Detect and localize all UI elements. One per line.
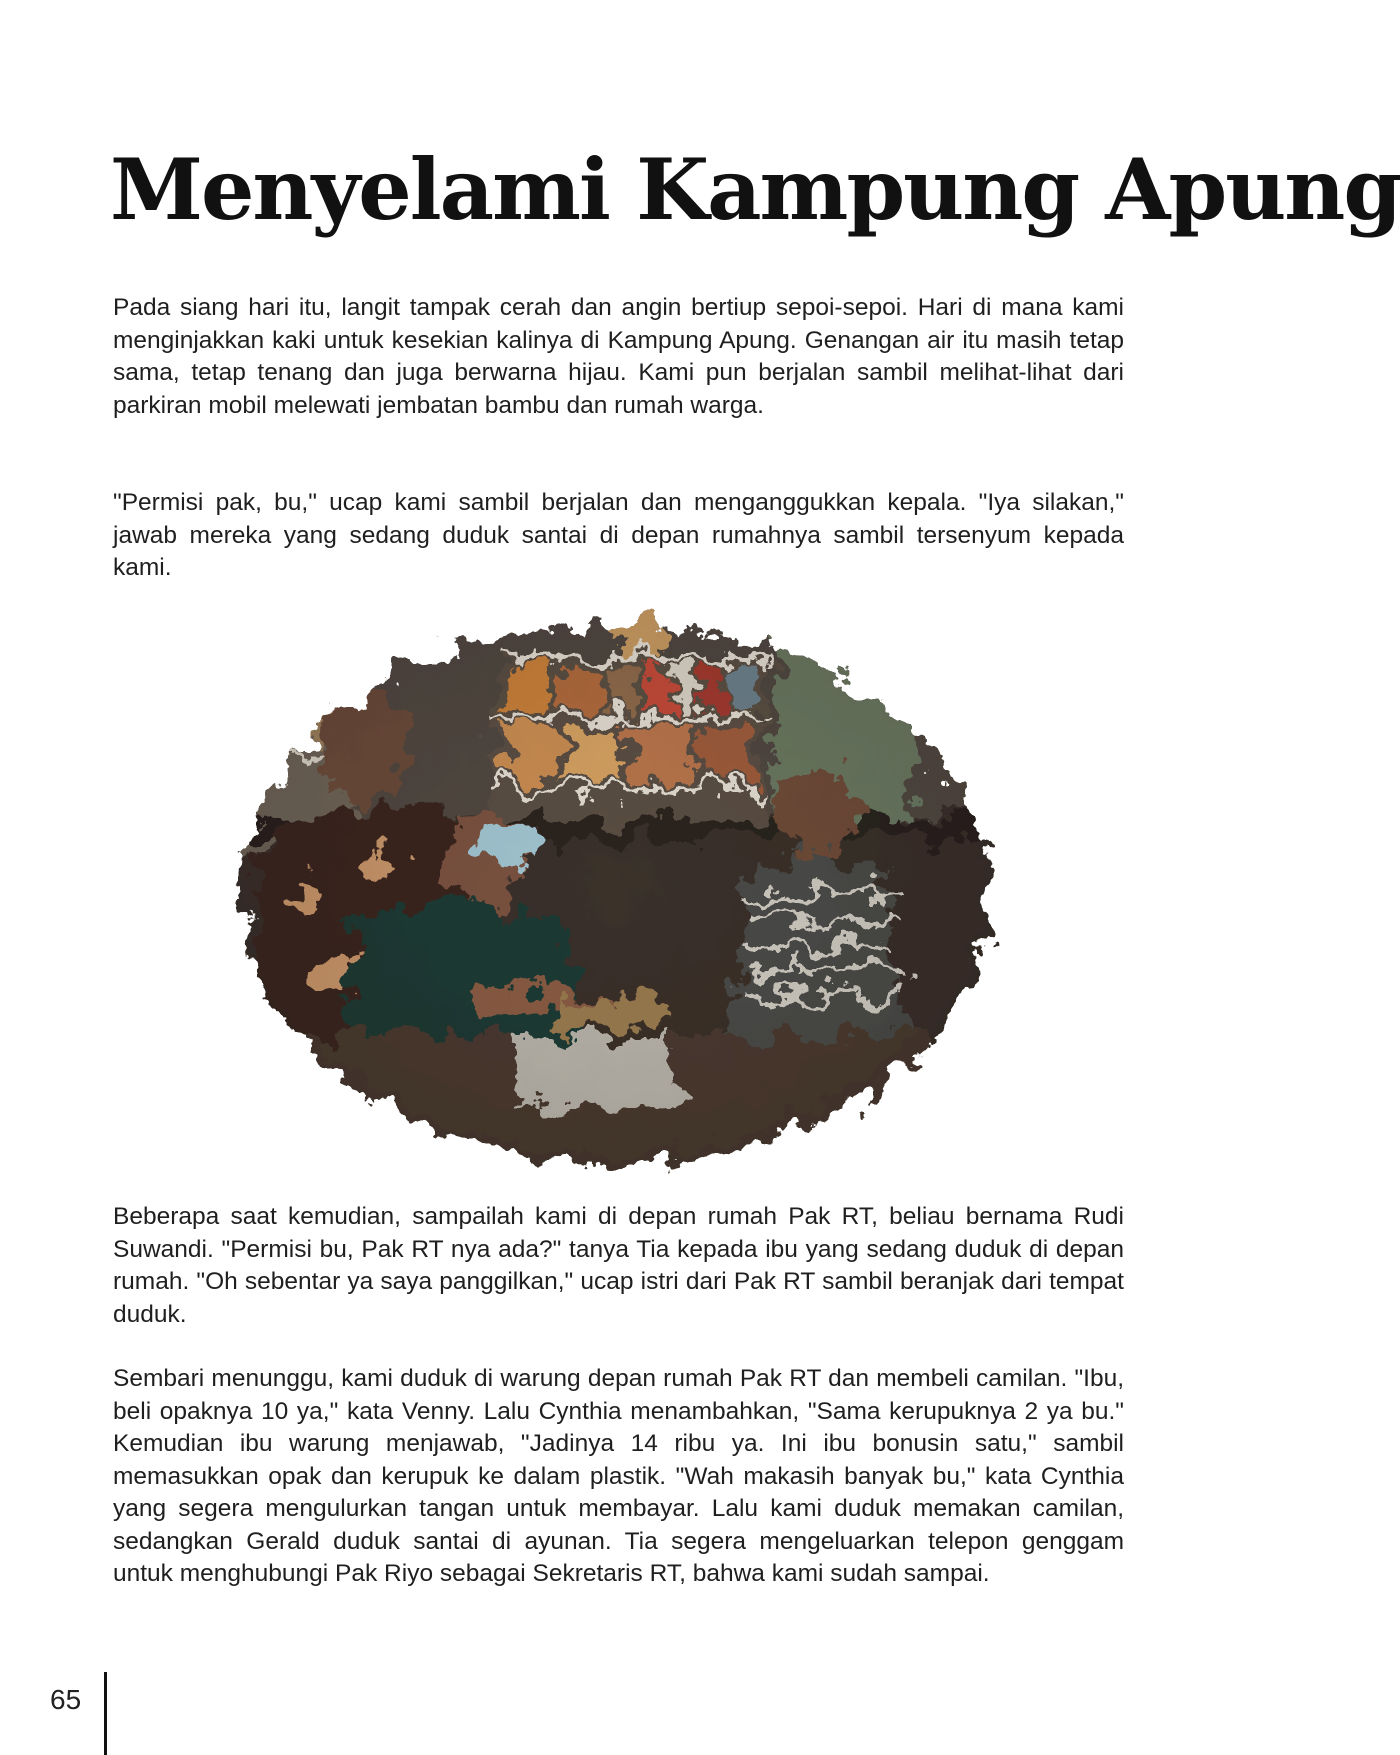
paragraph-warung: Sembari menunggu, kami duduk di warung depan rumah Pak RT dan membeli camilan. "Ibu, beli opaknya 10 ya," kata Venny. Lalu Cynthia menambahkan, "Sama kerupuknya 2 ya bu." Kemudian ibu warung menjawab, "Jadinya 14 ribu ya. Ini ibu bonusin satu," sambil memasukkan opak dan kerupuk ke dalam plastik. "Wah makasih banyak bu," kata Cynthia yang segera mengulurkan tangan untuk membayar. Lalu kami duduk memakan camilan, sedangkan Gerald duduk santai di ayunan. Tia segera mengeluarkan telepon genggam untuk menghubungi Pak Riyo sebagai Sekretaris RT, bahwa kami sudah sampai. [113,1365,1124,1587]
page-number: 65 [50,1684,82,1715]
warung-photo [175,565,1055,1205]
paragraph-greeting: "Permisi pak, bu," ucap kami sambil berjalan dan menganggukkan kepala. "Iya silakan," jawab mereka yang sedang duduk santai di depan rumahnya sambil tersenyum kepada kami. [113,489,1124,581]
article-title: Menyelami Kampung Apung [110,140,1400,239]
paragraph-intro: Pada siang hari itu, langit tampak cerah dan angin bertiup sepoi-sepoi. Hari di mana kami menginjakkan kaki untuk kesekian kalinya di Kampung Apung. Genangan air itu masih tetap sama, tetap tenang dan juga berwarna hijau. Kami pun berjalan sambil melihat-lihat dari parkiran mobil melewati jembatan bambu dan rumah warga. [113,294,1124,419]
paragraph-pak-rt: Beberapa saat kemudian, sampailah kami di depan rumah Pak RT, beliau bernama Rudi Suwandi. "Permisi bu, Pak RT nya ada?" tanya Tia kepada ibu yang sedang duduk di depan rumah. "Oh sebentar ya saya panggilkan," ucap istri dari Pak RT sambil beranjak dari tempat duduk. [113,1203,1124,1328]
page-number-divider [104,1672,107,1755]
